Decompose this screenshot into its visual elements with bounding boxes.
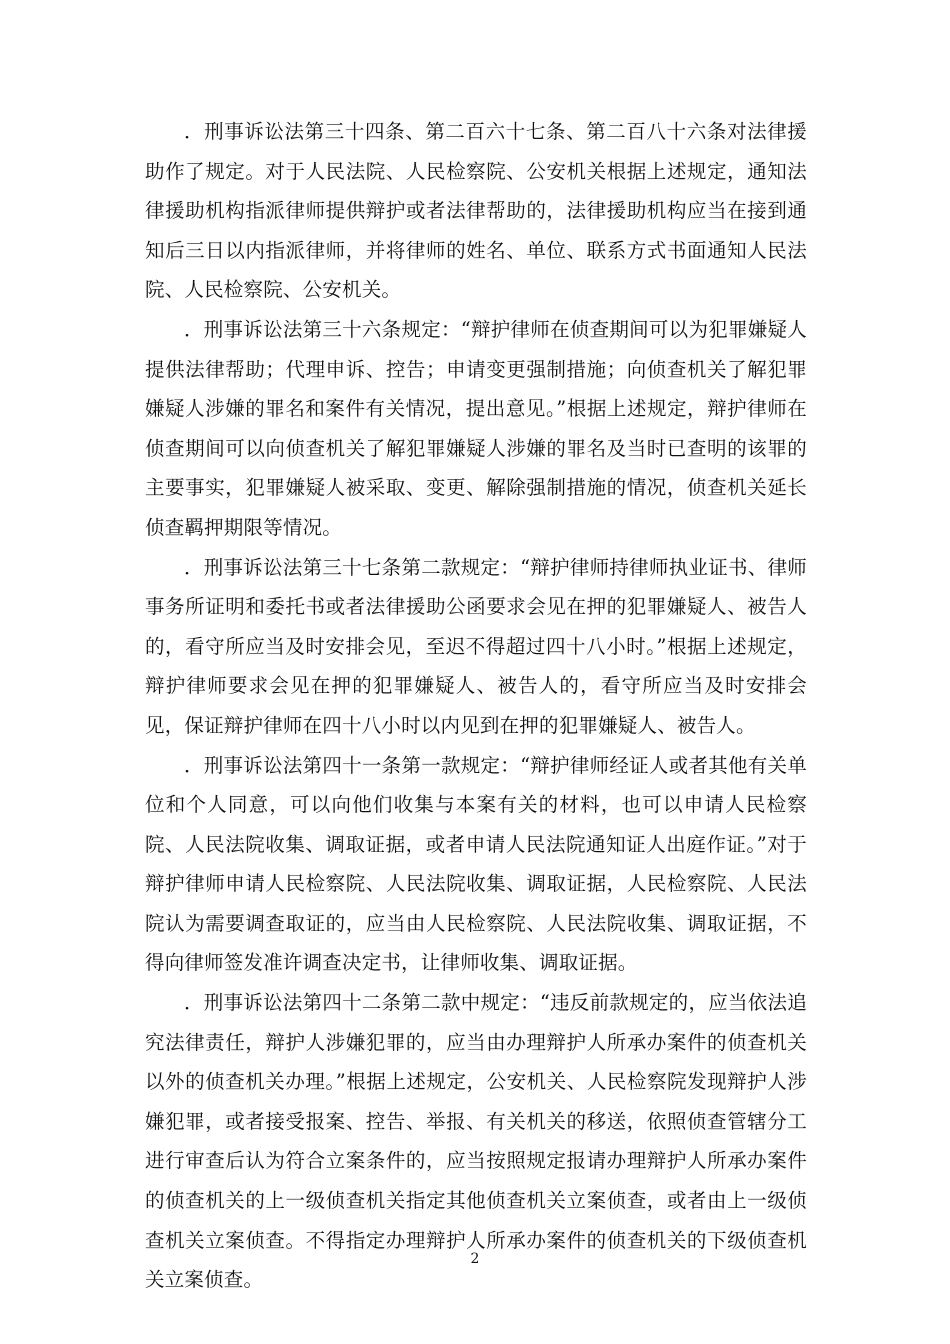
paragraph-2: ．刑事诉讼法第三十六条规定：“辩护律师在侦查期间可以为犯罪嫌疑人提供法律帮助；代理申诉、控告；申请变更强制措施；向侦查机关了解犯罪嫌疑人涉嫌的罪名和案件有关情况，提出意见。”根据上述规定，辩护律师在侦查期间可以向侦查机关了解犯罪嫌疑人涉嫌的罪名及当时已查明的该罪的主要事实，犯罪嫌疑人被采取、变更、解除强制措施的情况，侦查机关延长侦查羁押期限等情况。 xyxy=(145,317,807,539)
paragraph-3: ．刑事诉讼法第三十七条第二款规定：“辩护律师持律师执业证书、律师事务所证明和委托书或者法律援助公函要求会见在押的犯罪嫌疑人、被告人的，看守所应当及时安排会见，至迟不得超过四十八小时。”根据上述规定，辩护律师要求会见在押的犯罪嫌疑人、被告人的，看守所应当及时安排会见，保证辩护律师在四十八小时以内见到在押的犯罪嫌疑人、被告人。 xyxy=(145,555,807,737)
paragraph-1: ．刑事诉讼法第三十四条、第二百六十七条、第二百八十六条对法律援助作了规定。对于人民法院、人民检察院、公安机关根据上述规定，通知法律援助机构指派律师提供辩护或者法律帮助的，法律援助机构应当在接到通知后三日以内指派律师，并将律师的姓名、单位、联系方式书面通知人民法院、人民检察院、公安机关。 xyxy=(145,120,807,302)
paragraph-5: ．刑事诉讼法第四十二条第二款中规定：“违反前款规定的，应当依法追究法律责任，辩护人涉嫌犯罪的，应当由办理辩护人所承办案件的侦查机关以外的侦查机关办理。”根据上述规定，公安机关、人民检察院发现辩护人涉嫌犯罪，或者接受报案、控告、举报、有关机关的移送，依照侦查管辖分工进行审查后认为符合立案条件的，应当按照规定报请办理辩护人所承办案件的侦查机关的上一级侦查机关指定其他侦查机关立案侦查，或者由上一级侦查机关立案侦查。不得指定办理辩护人所承办案件的侦查机关的下级侦查机关立案侦查。 xyxy=(145,991,807,1292)
paragraph-4: ．刑事诉讼法第四十一条第一款规定：“辩护律师经证人或者其他有关单位和个人同意，可以向他们收集与本案有关的材料，也可以申请人民检察院、人民法院收集、调取证据，或者申请人民法院通知证人出庭作证。”对于辩护律师申请人民检察院、人民法院收集、调取证据，人民检察院、人民法院认为需要调查取证的，应当由人民检察院、人民法院收集、调取证据，不得向律师签发准许调查决定书，让律师收集、调取证据。 xyxy=(145,753,807,975)
document-body xyxy=(145,112,807,1300)
page-number: 2 xyxy=(470,1251,480,1267)
